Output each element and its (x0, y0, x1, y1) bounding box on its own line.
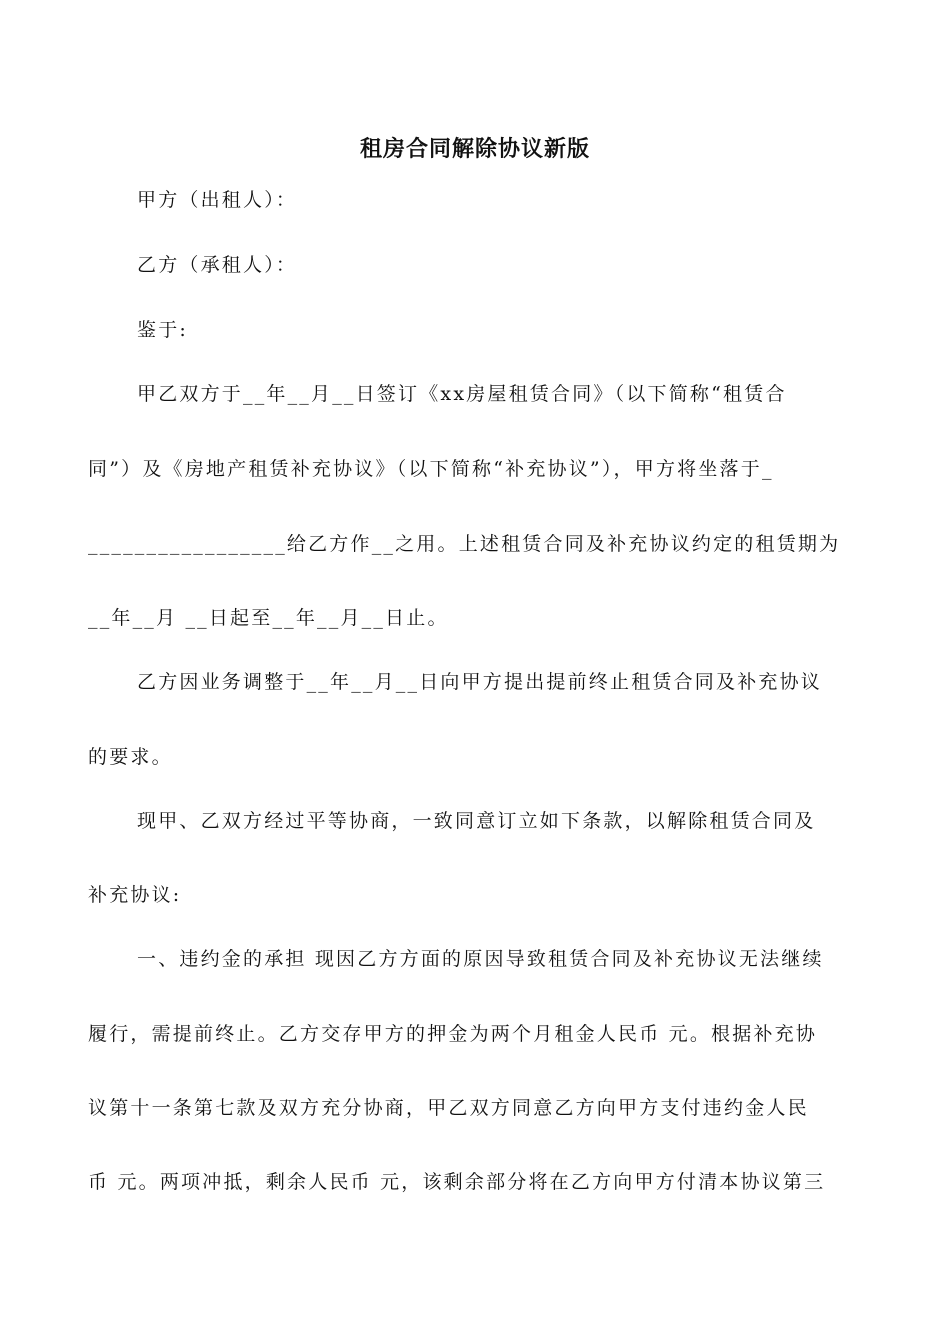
clause-1-line-2: 履行，需提前终止。乙方交存甲方的押金为两个月租金人民币 元。根据补充协 (88, 1023, 818, 1045)
clause-1-line-1: 一、违约金的承担 现因乙方方面的原因导致租赁合同及补充协议无法继续 (137, 948, 824, 970)
whereas-line: 鉴于: (137, 319, 189, 341)
paragraph-1-line-3: _________________给乙方作__之用。上述租赁合同及补充协议约定的租赁期为 (88, 533, 841, 555)
paragraph-2-line-2: 的要求。 (88, 746, 173, 768)
paragraph-1-line-1: 甲乙双方于__年__月__日签订《xx房屋租赁合同》（以下简称“租赁合 (137, 383, 787, 405)
party-b-line: 乙方（承租人）： (137, 254, 298, 276)
clause-1-line-3: 议第十一条第七款及双方充分协商，甲乙双方同意乙方向甲方支付违约金人民 (88, 1097, 809, 1119)
paragraph-1-line-2: 同”）及《房地产租赁补充协议》（以下简称“补充协议”），甲方将坐落于_ (88, 458, 774, 480)
paragraph-2-line-1: 乙方因业务调整于__年__月__日向甲方提出提前终止租赁合同及补充协议 (137, 671, 823, 693)
clause-1-line-4: 币 元。两项冲抵，剩余人民币 元，该剩余部分将在乙方向甲方付清本协议第三 (88, 1171, 826, 1193)
document-title: 租房合同解除协议新版 (359, 136, 590, 162)
paragraph-3-line-1: 现甲、乙双方经过平等协商，一致同意订立如下条款，以解除租赁合同及 (137, 810, 816, 832)
paragraph-3-line-2: 补充协议: (88, 884, 182, 906)
paragraph-1-line-4: __年__月 __日起至__年__月__日止。 (88, 607, 449, 629)
party-a-line: 甲方（出租人）： (137, 189, 298, 211)
